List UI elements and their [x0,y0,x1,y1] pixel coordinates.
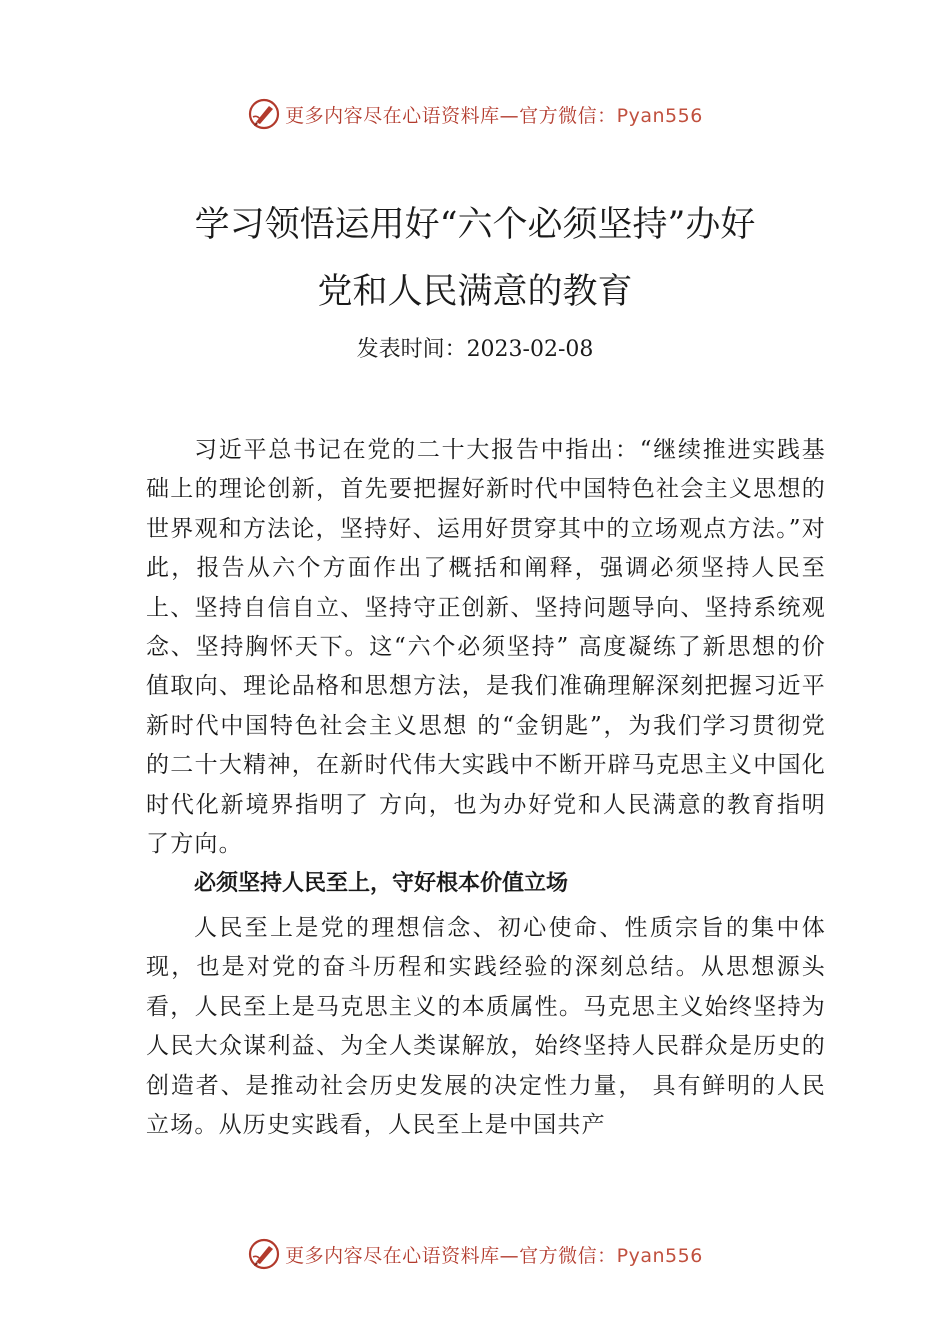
footer-banner [0,1234,950,1274]
wechat-id: Pyan556 [616,1244,703,1267]
page-title-line2: 党和人民满意的教育 [317,272,633,312]
header-banner [0,94,950,134]
section-heading: 必须坚持人民至上，守好根本价值立场 [194,871,569,896]
banner-text [285,101,703,128]
paragraph-intro-text: 习近平总书记在党的二十大报告中指出：“继续推进实践基础上的理论创新，首先要把握好新时代中国特色社会主义思想的世界观和方法论，坚持好、运用好贯穿其中的立场观点方法。”对此，报告从六个方面作出了概括和阐释，强调必须坚持人民至上、坚持自信自立、坚持守正创新、坚持问题导向、坚持系统观念、坚持胸怀天下。这“六个必须坚持” 高度凝练了新思想的价值取向、理论品格和思想方法，是我们准确理解深刻把握习近平新时代中国特色社会主义思想 的“金钥匙”，为我们学习贯彻党的二十大精神，在新时代伟大实践中不断开辟马克思主义中国化时代化新境界指明了 方向，也为办好党和人民满意的教育指明了方向。 [146,437,826,858]
paragraph-section1 [146,909,826,1145]
publish-date: 发表时间：2023-02-08 [356,337,594,362]
paragraph-intro [146,431,826,864]
pen-seal-icon [247,97,281,131]
paragraph-section1-text: 人民至上是党的理想信念、初心使命、性质宗旨的集中体现，也是对党的奋斗历程和实践经验的深刻总结。从思想源头看，人民至上是马克思主义的本质属性。马克思主义始终坚持为人民大众谋利益、为全人类谋解放，始终坚持人民群众是历史的创造者、是推动社会历史发展的决定性力量， 具有鲜明的人民立场。从历史实践看，人民至上是中国共产 [146,915,826,1139]
banner-text [285,1241,703,1268]
banner-label: 更多内容尽在心语资料库—官方微信： [285,104,617,127]
banner-label: 更多内容尽在心语资料库—官方微信： [285,1244,617,1267]
pen-seal-icon [247,1237,281,1271]
wechat-id: Pyan556 [616,104,703,127]
page-title-line1: 学习领悟运用好“六个必须坚持”办好 [194,205,756,245]
